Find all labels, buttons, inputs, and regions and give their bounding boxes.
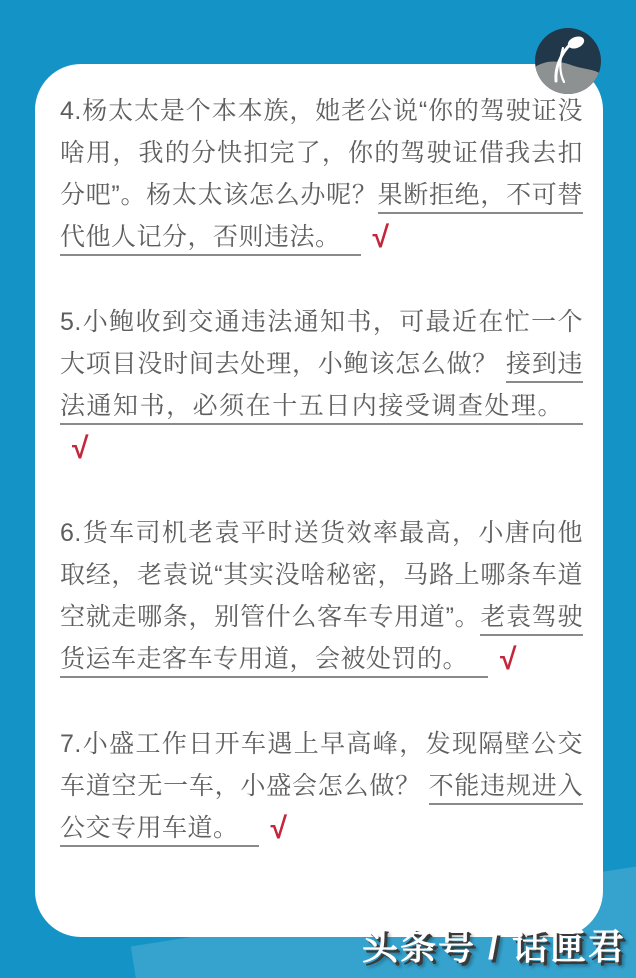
question-text: 4.杨太太是个本本族，她老公说“你的驾驶证没啥用，我的分快扣完了，你的驾驶证借我去扣分吧”。杨太太该怎么办呢？ bbox=[60, 97, 583, 209]
question-5 bbox=[60, 301, 583, 470]
question-text: 5.小鲍收到交通违法通知书，可最近在忙一个大项目没时间去处理，小鲍该怎么做？ bbox=[60, 308, 583, 378]
correct-check-icon: √ bbox=[72, 432, 89, 465]
answer-underlined: 接到违法通知书，必须在十五日内接受调查处理。 bbox=[60, 350, 583, 425]
answer-underlined: 不能违规进入公交专用车道。 bbox=[60, 772, 583, 847]
publisher-logo bbox=[534, 27, 602, 95]
correct-check-icon: √ bbox=[372, 221, 390, 254]
question-6 bbox=[60, 512, 583, 681]
question-7 bbox=[60, 723, 583, 850]
question-4 bbox=[60, 90, 583, 259]
music-note-logo-icon bbox=[534, 27, 602, 95]
watermark-text: 头条号 / 话匣君 bbox=[361, 926, 626, 967]
question-text: 6.货车司机老袁平时送货效率最高，小唐向他取经，老袁说“其实没啥秘密，马路上哪条车道空就走哪条，别管什么客车专用道”。 bbox=[60, 519, 583, 631]
answer-underlined: 果断拒绝，不可替代他人记分，否则违法。 bbox=[60, 181, 583, 256]
answer-underlined: 老袁驾驶货运车走客车专用道，会被处罚的。 bbox=[60, 603, 583, 678]
qa-card bbox=[35, 64, 603, 937]
question-text: 7.小盛工作日开车遇上早高峰，发现隔壁公交车道空无一车，小盛会怎么做？ bbox=[60, 730, 583, 800]
correct-check-icon: √ bbox=[270, 812, 288, 845]
correct-check-icon: √ bbox=[500, 643, 517, 676]
